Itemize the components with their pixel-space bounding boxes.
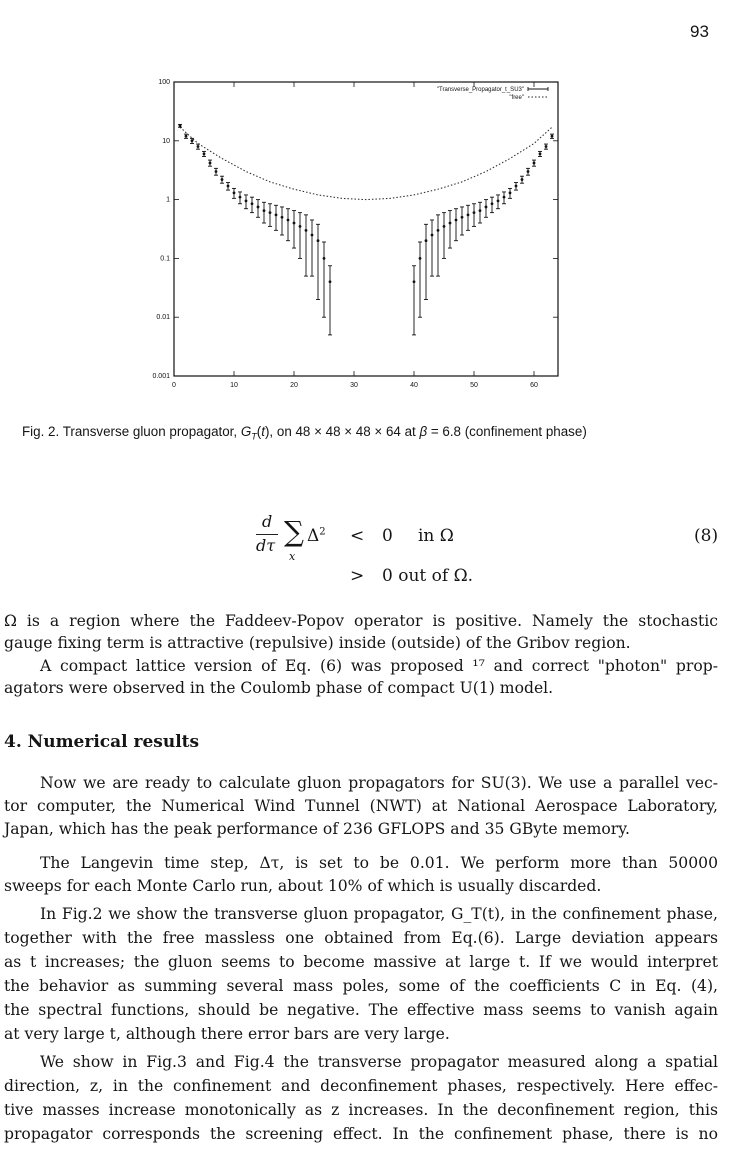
data-point (413, 280, 416, 283)
text-line: sweeps for each Monte Carlo run, about 10% of which is usually discarded. (4, 877, 602, 895)
figure-caption: Fig. 2. Transverse gluon propagator, $G_T(t)$, on 48 × 48 × 48 × 64 at β = 6.8 (confinement phase) (22, 424, 587, 442)
data-point (215, 170, 218, 173)
section-heading: 4. Numerical results (4, 732, 200, 752)
x-tick-label: 10 (230, 382, 238, 389)
eq-line1-tail: in Ω (418, 526, 454, 546)
text-line: Japan, which has the peak performance of 236 GFLOPS and 35 GByte memory. (4, 820, 630, 838)
data-point (251, 202, 254, 205)
x-tick-label: 60 (530, 382, 538, 389)
legend-entry-free: "free" (509, 95, 524, 101)
data-point (485, 206, 488, 209)
data-point (275, 213, 278, 216)
data-point (479, 209, 482, 212)
text-line: together with the free massless one obtained from Eq.(6). Large deviation appears (4, 929, 718, 947)
text-line: The Langevin time step, Δτ, is set to be 0.01. We perform more than 50000 (40, 854, 718, 872)
data-point (257, 206, 260, 209)
data-point (197, 145, 200, 148)
data-point (305, 229, 308, 232)
plot-frame (174, 82, 558, 376)
data-point (515, 185, 518, 188)
data-point (431, 234, 434, 237)
data-point (293, 222, 296, 225)
text-line: at very large t, although there error bars are very large. (4, 1025, 450, 1043)
data-point (509, 192, 512, 195)
data-point (521, 178, 524, 181)
data-point (245, 200, 248, 203)
text-line: A compact lattice version of Eq. (6) was proposed ¹⁷ and correct "photon" prop- (40, 657, 718, 675)
y-tick-label: 0.001 (152, 373, 170, 380)
data-point (503, 196, 506, 199)
y-tick-label: 100 (158, 79, 170, 86)
y-tick-label: 0.1 (160, 255, 170, 263)
data-point (329, 280, 332, 283)
data-point (527, 170, 530, 173)
eq-line2-tail: 0 out of Ω. (382, 566, 474, 586)
y-tick-label: 10 (162, 137, 170, 145)
text-line: as t increases; the gluon seems to become massive at large t. If we would interpret (4, 953, 718, 971)
data-point (209, 162, 212, 165)
data-point (299, 225, 302, 228)
text-line: the behavior as summing several mass poles, some of the coefficients C in Eq. (4), (4, 977, 718, 995)
text-line: agators were observed in the Coulomb phase of compact U(1) model. (4, 679, 554, 697)
data-point (239, 196, 242, 199)
data-point (191, 139, 194, 142)
text-line: gauge fixing term is attractive (repulsive) inside (outside) of the Gribov region. (4, 634, 631, 652)
data-point (425, 239, 428, 242)
data-point (455, 219, 458, 222)
page-number: 93 (690, 22, 709, 41)
data-point (533, 162, 536, 165)
text-line: In Fig.2 we show the transverse gluon propagator, G_T(t), in the confinement phase, (40, 905, 718, 923)
data-point (281, 216, 284, 219)
data-point (221, 178, 224, 181)
data-point (179, 124, 182, 127)
eq-line2-relation: > (350, 566, 365, 586)
data-point (287, 219, 290, 222)
y-tick-label: 1 (166, 196, 170, 204)
legend-entry-measured: "Transverse_Propagator_t_SU3" (436, 87, 524, 93)
text-line: tor computer, the Numerical Wind Tunnel (NWT) at National Aerospace Laboratory, (4, 797, 718, 815)
data-point (551, 135, 554, 138)
text-line: the spectral functions, should be negative. The effective mass seems to vanish again (4, 1001, 718, 1019)
eq-line1-value: 0 (382, 526, 393, 546)
x-tick-label: 0 (172, 382, 176, 389)
text-line: tive masses increase monotonically as z increases. In the deconfinement region, this (4, 1101, 718, 1119)
data-point (539, 152, 542, 155)
data-point (203, 152, 206, 155)
eq-line1-relation: < (350, 526, 365, 546)
x-tick-label: 30 (350, 382, 358, 389)
propagator-plot (136, 72, 566, 402)
data-point (545, 145, 548, 148)
data-point (227, 185, 230, 188)
data-point (317, 239, 320, 242)
data-point (269, 211, 272, 214)
data-point (491, 202, 494, 205)
data-point (467, 213, 470, 216)
equation-number: (8) (694, 526, 719, 546)
data-point (461, 216, 464, 219)
data-point (497, 200, 500, 203)
text-line: direction, z, in the confinement and deconfinement phases, respectively. Here effec- (4, 1077, 718, 1095)
data-point (437, 229, 440, 232)
data-point (233, 192, 236, 195)
text-line: We show in Fig.3 and Fig.4 the transverse propagator measured along a spatial (40, 1053, 718, 1071)
data-point (263, 209, 266, 212)
text-line: Now we are ready to calculate gluon propagators for SU(3). We use a parallel vec- (40, 774, 718, 792)
data-point (473, 211, 476, 214)
data-point (311, 234, 314, 237)
plot-svg (136, 72, 566, 402)
x-tick-label: 40 (410, 382, 418, 389)
x-tick-label: 50 (470, 382, 478, 389)
text-line: Ω is a region where the Faddeev-Popov operator is positive. Namely the stochastic (4, 612, 718, 630)
x-tick-label: 20 (290, 382, 298, 389)
y-tick-label: 0.01 (156, 314, 170, 322)
data-point (443, 225, 446, 228)
text-line: propagator corresponds the screening effect. In the confinement phase, there is no (4, 1125, 718, 1143)
data-point (419, 257, 422, 260)
data-point (323, 257, 326, 260)
data-point (449, 222, 452, 225)
data-point (185, 135, 188, 138)
